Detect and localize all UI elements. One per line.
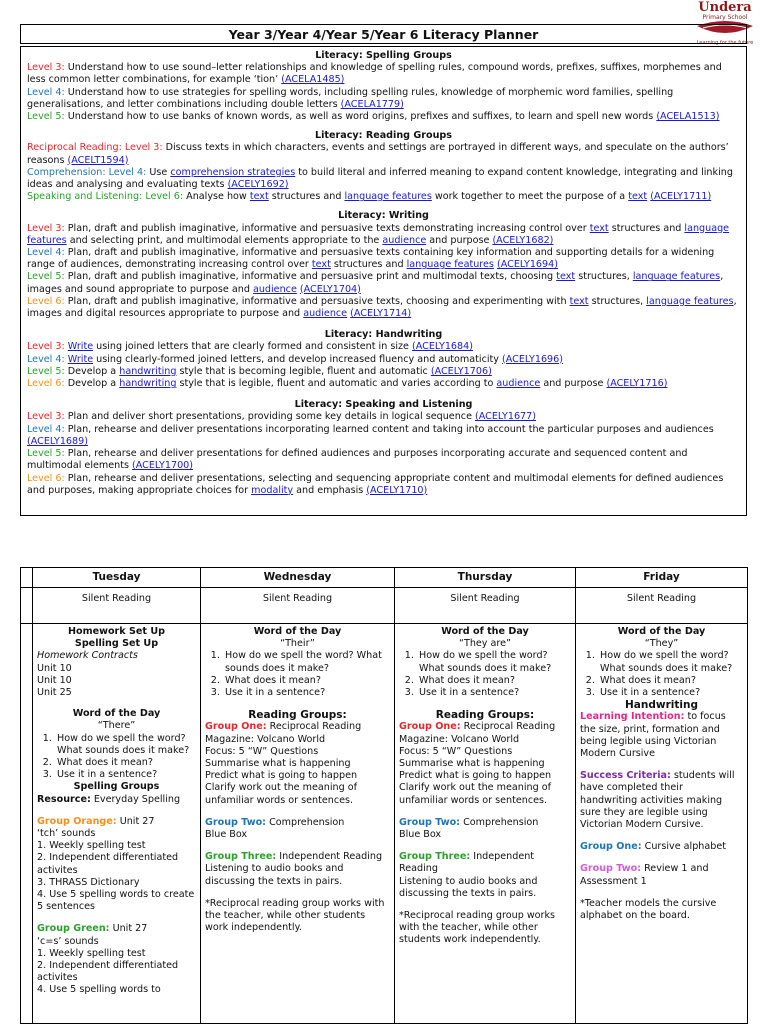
reading-heading: Literacy: Reading Groups [315,130,452,142]
reading-speaking-listening: Speaking and Listening: Level 6: Analyse how text structures and language features work together to meet the purpose of a text (ACELY1711) [27,191,712,203]
group-two-line: Group Two: Comprehension [399,816,539,828]
glossary-link[interactable]: audience [252,283,297,295]
question-item: 1. How do we spell the word? What sounds does it make? [417,650,571,674]
spelling-level-4: Level 4: Understand how to use strategies for spelling words, including spelling rules, knowledge of morphemic word families, spelling generalisations, and letter combinations including double letters (ACELA1779) [27,86,674,110]
day-header: Tuesday [33,568,201,588]
group-three-detail: Listening to audio books and discussing the texts in pairs. [205,863,344,887]
question-item: 2. What does it mean? [223,675,390,687]
handwriting-heading: Handwriting [625,699,698,712]
question-item: 2. What does it mean? [417,675,571,687]
learning-intention: Learning Intention: to focus the size, print, formation and being legible using Victorian Modern Cursive [580,711,726,760]
code-link[interactable]: (ACELY1716) [606,378,668,390]
writing-heading: Literacy: Writing [338,210,429,222]
spelling-level-3: Level 3: Understand how to use sound–letter relationships and knowledge of spelling rules, compound words, prefixes, suffixes, morphemes and less common letter combinations, for example ‘tion’ (ACELA1485) [27,62,722,86]
green-item: 4. Use 5 spelling words to [37,984,161,996]
reading-reciprocal: Reciprocal Reading: Level 3: Discuss texts in which characters, events and settings are portrayed in different ways, and speculate on the authors’ reasons (ACELT1594) [27,142,729,166]
literacy-planner-box [20,46,747,516]
glossary-link[interactable]: language features [27,222,730,246]
code-link[interactable]: (ACELY1704) [299,283,361,295]
word-of-the-day-heading: Word of the Day [617,626,706,637]
teacher-note: *Reciprocal reading group works with the teacher, while other students work independently. [205,897,385,934]
question-item: 3. Use it in a sentence? [417,687,571,699]
glossary-link[interactable]: Write [67,353,94,365]
success-criteria: Success Criteria: students will have completed their handwriting activities making sure they are legible using Victorian Modern Cursive. [580,770,735,831]
question-item: 3. Use it in a sentence? [55,769,196,781]
question-item: 1. How do we spell the word? What sounds does it make? [55,733,196,757]
group-one-detail: Focus: 5 “W” Questions [205,745,319,757]
code-link[interactable]: (ACELY1684) [412,341,473,353]
word-of-the-day-heading: Word of the Day [253,626,342,637]
silent-reading-cell: Silent Reading [395,588,576,624]
speaking-level-3: Level 3: Plan and deliver short presentations, providing some key details in logical sequence (ACELY1677) [27,411,537,423]
speaking-level-6: Level 6: Plan, rehearse and deliver presentations, selecting and sequencing appropriate content and multimodal elements for defined audiences and purposes, making appropriate choices for modality and emphasis (ACELY1710) [27,472,724,496]
handwriting-level-5: Level 5: Develop a handwriting style that is becoming legible, fluent and automatic (ACELY1706) [27,365,492,377]
question-list [223,650,390,699]
group-one-line: Group One: Cursive alphabet [580,841,726,853]
group-one-line: Group One: Reciprocal Reading [205,721,362,733]
weekly-planner-table [20,567,748,1024]
speaking-level-4: Level 4: Plan, rehearse and deliver presentations incorporating learned content and taking into account the particular purposes and audiences (ACELY1689) [27,423,714,447]
speaking-level-5: Level 5: Plan, rehearse and deliver presentations for defined audiences and purposes incorporating accurate and sequenced content and multimodal elements (ACELY1700) [27,448,688,472]
spelling-setup-heading: Spelling Set Up [74,638,159,650]
group-two-line: Group Two: Review 1 and Assessment 1 [580,863,709,887]
question-list [417,650,571,699]
glossary-link[interactable]: text [569,295,589,307]
code-link[interactable]: (ACELY1710) [366,484,428,496]
code-link[interactable]: (ACELY1700) [132,460,194,472]
glossary-link[interactable]: audience [382,234,427,246]
green-item: 2. Independent differentiated activites [37,960,179,984]
thursday-cell [395,624,576,1024]
glossary-link[interactable]: handwriting [119,378,177,390]
homework-contracts: Homework Contracts [37,650,138,662]
orange-item: 3. THRASS Dictionary [37,876,140,888]
code-link[interactable]: (ACELY1714) [350,308,412,320]
group-one-detail: Focus: 5 “W” Questions [399,745,513,757]
glossary-link[interactable]: text [628,191,648,203]
group-one-detail: Magazine: Volcano World [399,733,520,745]
spelling-level-5: Level 5: Understand how to use banks of known words, as well as word origins, prefixes and suffixes, to learn and spell new words (ACELA1513) [27,111,720,123]
glossary-link[interactable]: text [311,259,331,271]
homework-heading: Homework Set Up [67,626,166,637]
reading-comprehension: Comprehension: Level 4: Use comprehension strategies to build literal and inferred meaning to expand content knowledge, integrating and linking ideas and analysing and evaluating texts (ACELY1692) [27,166,733,191]
word-of-the-day: “There” [97,720,136,732]
group-three-detail: Listening to audio books and discussing the texts in pairs. [399,875,538,899]
activity-row [21,624,748,1024]
spacer-cell [21,568,33,588]
group-three-line: Group Three: Independent Reading [205,851,383,863]
question-item: 3. Use it in a sentence? [223,687,390,699]
code-link[interactable]: (ACELY1692) [227,179,289,191]
group-three-line: Group Three: Independent Reading [399,851,535,875]
code-link[interactable]: (ACELY1694) [497,259,558,271]
glossary-link[interactable]: language features [632,271,721,283]
writing-level-4: Level 4: Plan, draft and publish imaginative, informative and persuasive texts containing key information and supporting details for a widening range of audiences, demonstrating increasing control over text structures and language features (ACELY1694) [27,247,715,271]
code-link[interactable]: (ACELY1706) [430,365,492,377]
handwriting-heading: Literacy: Handwriting [324,329,443,341]
orange-item: 4. Use 5 spelling words to create 5 sentences [37,889,195,913]
group-orange-line: Group Orange: Unit 27 [37,815,155,827]
spelling-heading: Literacy: Spelling Groups [315,50,452,61]
unit-item: Unit 25 [37,687,72,699]
friday-cell [576,624,748,1024]
code-link[interactable]: (ACELA1485) [281,74,345,86]
code-link[interactable]: (ACELY1682) [492,234,554,246]
code-link[interactable]: (ACELY1677) [475,411,537,423]
question-list [55,733,196,782]
question-item: 3. Use it in a sentence? [598,687,743,699]
group-two-line: Group Two: Comprehension [205,816,345,828]
group-two-detail: Blue Box [399,829,442,841]
glossary-link[interactable]: handwriting [119,365,177,377]
question-item: 2. What does it mean? [55,757,196,769]
group-green-line: Group Green: Unit 27 [37,923,148,935]
handwriting-level-3: Level 3: Write using joined letters that are clearly formed and consistent in size (ACELY1684) [27,341,473,353]
glossary-link[interactable]: language features [344,191,432,203]
orange-item: 1. Weekly spelling test [37,840,146,852]
logo-name: Undera [698,0,752,15]
code-link[interactable]: (ACELY1696) [502,353,564,365]
day-header: Wednesday [201,568,395,588]
silent-reading-cell: Silent Reading [576,588,748,624]
speaking-heading: Literacy: Speaking and Listening [294,399,473,411]
orange-sound: ‘tch’ sounds [37,828,96,840]
code-link[interactable]: (ACELA1779) [340,98,404,110]
reading-groups-heading: Reading Groups: [435,709,535,722]
glossary-link[interactable]: language features [646,295,734,307]
glossary-link[interactable]: comprehension strategies [170,166,296,178]
question-item: 1. How do we spell the word? What sounds does it make? [223,650,390,674]
group-one-detail: Clarify work out the meaning of unfamiliar words or sentences. [399,782,551,806]
teacher-note: *Reciprocal reading group works with the teacher, while other students work independently. [399,910,556,946]
silent-reading-cell: Silent Reading [201,588,395,624]
handwriting-level-6: Level 6: Develop a handwriting style that is legible, fluent and automatic and varies according to audience and purpose (ACELY1716) [27,378,668,390]
day-header-row [21,568,748,588]
glossary-link[interactable]: modality [251,484,294,496]
group-one-detail: Predict what is going to happen [399,770,552,782]
reading-groups-heading: Reading Groups: [248,709,347,722]
group-one-line: Group One: Reciprocal Reading [399,721,556,733]
teacher-note: *Teacher models the cursive alphabet on the board. [580,897,717,922]
spacer-cell [21,624,33,1024]
code-link[interactable]: (ACELY1711) [650,191,712,203]
green-sound: ‘c=s’ sounds [37,935,99,947]
unit-item: Unit 10 [37,662,72,674]
group-one-detail: Summarise what is happening [205,758,351,770]
word-of-the-day-heading: Word of the Day [72,708,161,720]
writing-level-6: Level 6: Plan, draft and publish imaginative, informative and persuasive texts, choosing and experimenting with text structures, language features, images and digital resources appropriate to purpose and audience (ACELY1714) [27,295,737,320]
writing-level-5: Level 5: Plan, draft and publish imaginative, informative and persuasive print and multimodal texts, choosing text structures, language features, images and sound appropriate to purpose and audience (ACELY1704) [27,271,724,295]
glossary-link[interactable]: audience [496,378,541,390]
group-one-detail: Summarise what is happening [399,758,545,770]
glossary-link[interactable]: text [589,222,609,234]
page-title: Year 3/Year 4/Year 5/Year 6 Literacy Planner [20,24,747,44]
spacer-cell [21,588,33,624]
wednesday-cell [201,624,395,1024]
unit-item: Unit 10 [37,674,72,686]
question-item: 2. What does it mean? [598,675,743,687]
code-link[interactable]: (ACELY1689) [27,435,88,447]
orange-item: 2. Independent differentiated activites [37,852,179,876]
writing-level-3: Level 3: Plan, draft and publish imaginative, informative and persuasive texts demonstrating increasing control over text structures and language features and selecting print, and multimodal elements appropriate to the audience and purpose (ACELY1682) [27,222,730,246]
spelling-groups-heading: Spelling Groups [73,781,160,793]
word-of-the-day-heading: Word of the Day [441,626,529,637]
resource-line: Resource: Everyday Spelling [37,793,181,805]
code-link[interactable]: (ACELT1594) [67,154,129,166]
glossary-link[interactable]: audience [303,308,348,320]
group-one-detail: Magazine: Volcano World [205,733,326,745]
question-list [598,650,743,699]
glossary-link[interactable]: text [249,191,269,203]
glossary-link[interactable]: Write [67,341,94,353]
group-one-detail: Predict what is going to happen [205,770,358,782]
word-of-the-day: “Their” [280,638,315,650]
glossary-link[interactable]: language features [406,259,494,271]
green-item: 1. Weekly spelling test [37,947,146,959]
logo-subtitle: Primary School [702,14,748,21]
group-two-detail: Blue Box [205,829,248,841]
logo-motto: Learning for the future [696,40,754,46]
tuesday-cell [33,624,201,1024]
silent-reading-cell: Silent Reading [33,588,201,624]
word-of-the-day: “They are” [458,638,512,650]
word-of-the-day: “They” [644,638,679,650]
day-header: Friday [576,568,748,588]
question-item: 1. How do we spell the word? What sounds does it make? [598,650,743,674]
code-link[interactable]: (ACELA1513) [656,111,720,123]
group-one-detail: Clarify work out the meaning of unfamiliar words or sentences. [205,782,357,806]
day-header: Thursday [395,568,576,588]
handwriting-level-4: Level 4: Write using clearly-formed joined letters, and develop increased fluency and automaticity (ACELY1696) [27,353,564,365]
silent-reading-row [21,588,748,624]
glossary-link[interactable]: text [556,271,576,283]
